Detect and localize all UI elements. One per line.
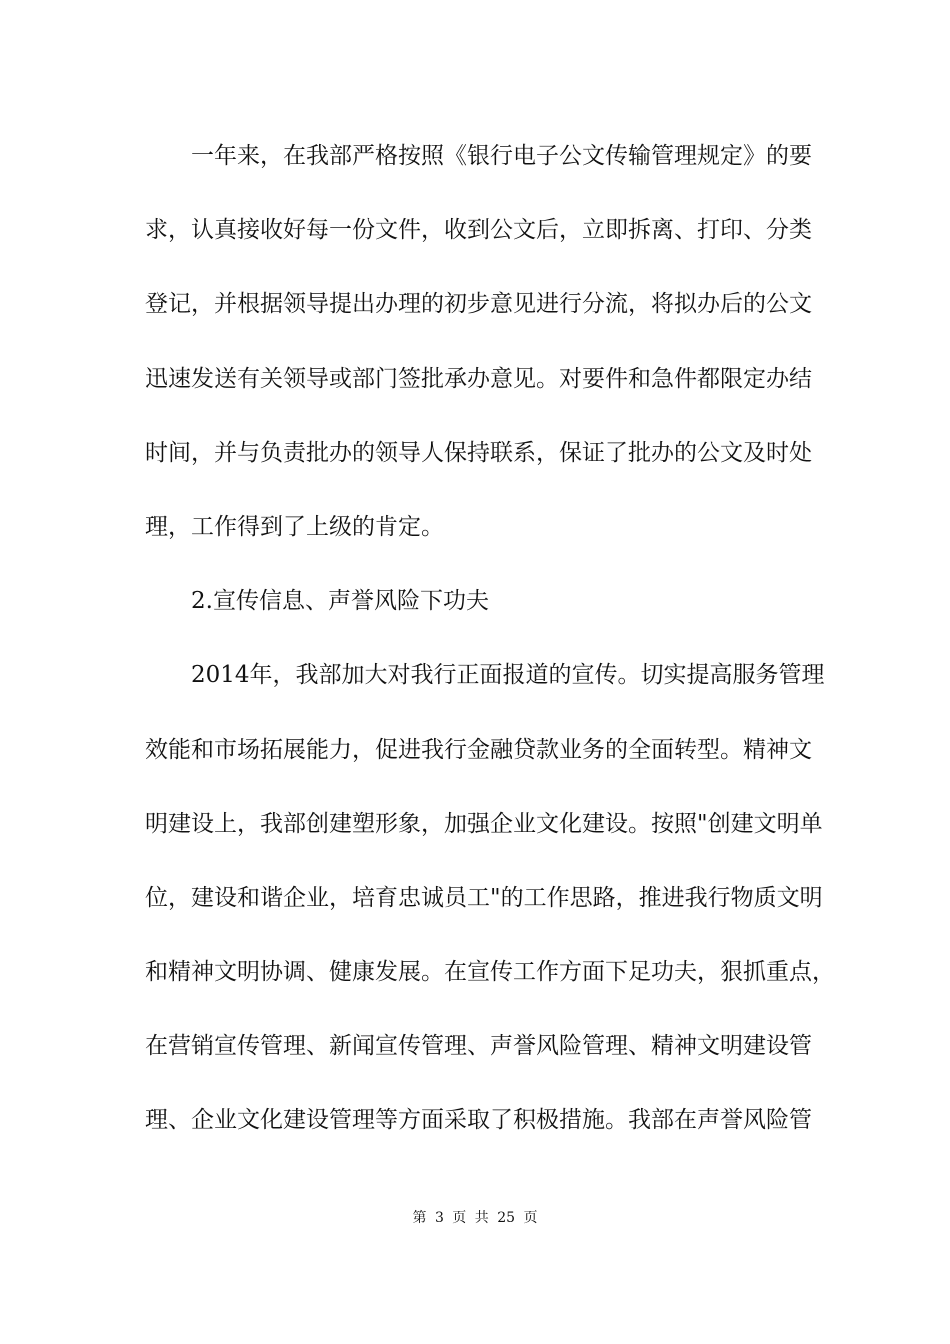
document-body — [145, 131, 835, 1170]
paragraph-line: 理，工作得到了上级的肯定。 — [145, 513, 444, 540]
paragraph-line: 理、企业文化建设管理等方面采取了积极措施。我部在声誉风险管 — [145, 1107, 812, 1134]
paragraph-line: 在营销宣传管理、新闻宣传管理、声誉风险管理、精神文明建设管 — [145, 1033, 812, 1060]
paragraph-line: 一年来，在我部严格按照《银行电子公文传输管理规定》的要 — [191, 143, 812, 169]
paragraph-line: 时间，并与负责批办的领导人保持联系，保证了批办的公文及时处 — [145, 439, 812, 466]
paragraph-line: 迅速发送有关领导或部门签批承办意见。对要件和急件都限定办结 — [145, 365, 812, 392]
section-heading: 2.宣传信息、声誉风险下功夫 — [191, 588, 489, 615]
paragraph-line: 登记，并根据领导提出办理的初步意见进行分流，将拟办后的公文 — [145, 291, 812, 318]
paragraph-line: 求，认真接收好每一份文件，收到公文后，立即拆离、打印、分类 — [145, 217, 812, 244]
paragraph-line: 明建设上，我部创建塑形象，加强企业文化建设。按照"创建文明单 — [145, 810, 823, 837]
paragraph-line: 2014年，我部加大对我行正面报道的宣传。切实提高服务管理 — [191, 662, 825, 689]
paragraph-line: 和精神文明协调、健康发展。在宣传工作方面下足功夫，狠抓重点， — [145, 959, 835, 986]
page-number-footer: 第 3 页 共 25 页 — [412, 1210, 538, 1226]
paragraph-line: 位，建设和谐企业，培育忠诚员工"的工作思路，推进我行物质文明 — [145, 884, 823, 911]
paragraph-line: 效能和市场拓展能力，促进我行金融贷款业务的全面转型。精神文 — [145, 736, 812, 763]
